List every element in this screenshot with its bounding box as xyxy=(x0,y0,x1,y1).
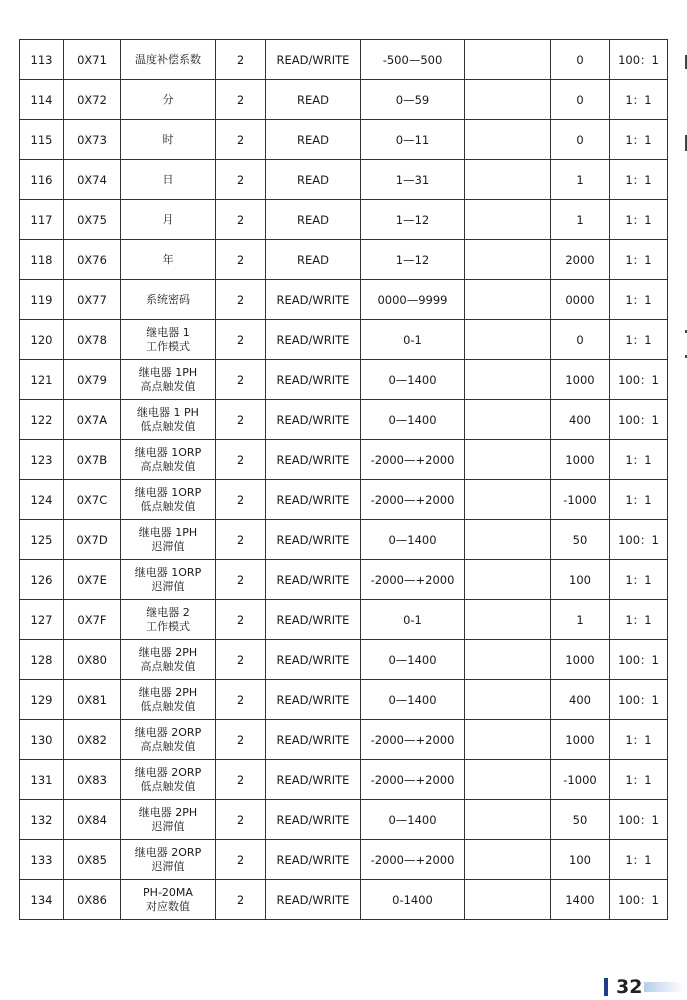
range-cell: -2000—+2000 xyxy=(361,480,465,520)
address-cell: 0X77 xyxy=(64,280,121,320)
range-cell: 0-1400 xyxy=(361,880,465,920)
length-cell: 2 xyxy=(216,160,266,200)
default-value-cell: 0 xyxy=(551,40,610,80)
access-cell: READ/WRITE xyxy=(266,640,361,680)
access-cell: READ/WRITE xyxy=(266,840,361,880)
address-cell: 0X7D xyxy=(64,520,121,560)
default-value-cell: 50 xyxy=(551,520,610,560)
address-cell: 0X84 xyxy=(64,800,121,840)
default-value-cell: 2000 xyxy=(551,240,610,280)
note-cell xyxy=(465,240,551,280)
range-cell: -500—500 xyxy=(361,40,465,80)
parameter-name-cell xyxy=(121,800,216,840)
address-cell: 0X78 xyxy=(64,320,121,360)
parameter-name-line: 年 xyxy=(162,252,174,266)
range-cell: 1—12 xyxy=(361,200,465,240)
parameter-name-line: 继电器 2 xyxy=(146,605,190,619)
ratio-cell: 1：1 xyxy=(610,160,668,200)
address-cell: 0X73 xyxy=(64,120,121,160)
default-value-cell: 0 xyxy=(551,320,610,360)
default-value-cell: 100 xyxy=(551,560,610,600)
length-cell: 2 xyxy=(216,640,266,680)
length-cell: 2 xyxy=(216,520,266,560)
parameter-name-line: 继电器 2PH xyxy=(138,805,198,819)
access-cell: READ/WRITE xyxy=(266,720,361,760)
table-row xyxy=(20,240,668,280)
row-number-cell: 124 xyxy=(20,480,64,520)
row-number-cell: 116 xyxy=(20,160,64,200)
parameter-name-cell xyxy=(121,600,216,640)
parameter-name-line: 继电器 2PH xyxy=(138,645,198,659)
table-row xyxy=(20,360,668,400)
note-cell xyxy=(465,40,551,80)
note-cell xyxy=(465,480,551,520)
ratio-cell: 100：1 xyxy=(610,640,668,680)
address-cell: 0X83 xyxy=(64,760,121,800)
ratio-cell: 1：1 xyxy=(610,320,668,360)
default-value-cell: 400 xyxy=(551,400,610,440)
parameter-name-line: 继电器 1ORP xyxy=(134,445,202,459)
ratio-cell: 1：1 xyxy=(610,480,668,520)
row-number-cell: 114 xyxy=(20,80,64,120)
address-cell: 0X72 xyxy=(64,80,121,120)
parameter-name-cell xyxy=(121,680,216,720)
parameter-name-cell xyxy=(121,320,216,360)
table-row xyxy=(20,40,668,80)
access-cell: READ xyxy=(266,120,361,160)
length-cell: 2 xyxy=(216,320,266,360)
default-value-cell: 1000 xyxy=(551,720,610,760)
row-number-cell: 125 xyxy=(20,520,64,560)
row-number-cell: 130 xyxy=(20,720,64,760)
note-cell xyxy=(465,320,551,360)
table-row xyxy=(20,480,668,520)
ratio-cell: 1：1 xyxy=(610,760,668,800)
register-table xyxy=(19,39,668,920)
address-cell: 0X85 xyxy=(64,840,121,880)
access-cell: READ/WRITE xyxy=(266,600,361,640)
parameter-name-cell xyxy=(121,480,216,520)
row-number-cell: 132 xyxy=(20,800,64,840)
page-marker-fade xyxy=(644,982,684,992)
parameter-name-line: 高点触发值 xyxy=(140,739,196,753)
table-row xyxy=(20,120,668,160)
length-cell: 2 xyxy=(216,680,266,720)
parameter-name-line: 低点触发值 xyxy=(140,419,196,433)
default-value-cell: 0000 xyxy=(551,280,610,320)
parameter-name-line: 系统密码 xyxy=(146,292,190,306)
parameter-name-line: 继电器 1PH xyxy=(138,365,198,379)
row-number-cell: 133 xyxy=(20,840,64,880)
row-number-cell: 127 xyxy=(20,600,64,640)
table-row xyxy=(20,600,668,640)
parameter-name-line: 高点触发值 xyxy=(140,659,196,673)
address-cell: 0X74 xyxy=(64,160,121,200)
note-cell xyxy=(465,680,551,720)
ratio-cell: 1：1 xyxy=(610,840,668,880)
row-number-cell: 131 xyxy=(20,760,64,800)
address-cell: 0X86 xyxy=(64,880,121,920)
row-number-cell: 128 xyxy=(20,640,64,680)
range-cell: 0—1400 xyxy=(361,640,465,680)
parameter-name-line: 低点触发值 xyxy=(140,699,196,713)
parameter-name-cell xyxy=(121,200,216,240)
table-row xyxy=(20,200,668,240)
address-cell: 0X75 xyxy=(64,200,121,240)
address-cell: 0X76 xyxy=(64,240,121,280)
default-value-cell: 1 xyxy=(551,200,610,240)
note-cell xyxy=(465,440,551,480)
default-value-cell: 1 xyxy=(551,600,610,640)
note-cell xyxy=(465,760,551,800)
default-value-cell: 50 xyxy=(551,800,610,840)
range-cell: -2000—+2000 xyxy=(361,760,465,800)
table-row xyxy=(20,760,668,800)
length-cell: 2 xyxy=(216,280,266,320)
note-cell xyxy=(465,720,551,760)
table-row xyxy=(20,880,668,920)
page-number xyxy=(604,976,684,998)
parameter-name-cell xyxy=(121,360,216,400)
access-cell: READ/WRITE xyxy=(266,760,361,800)
ratio-cell: 100：1 xyxy=(610,360,668,400)
table-row xyxy=(20,160,668,200)
access-cell: READ/WRITE xyxy=(266,280,361,320)
parameter-name-line: 高点触发值 xyxy=(140,459,196,473)
note-cell xyxy=(465,640,551,680)
note-cell xyxy=(465,160,551,200)
length-cell: 2 xyxy=(216,240,266,280)
parameter-name-line: 继电器 2PH xyxy=(138,685,198,699)
range-cell: -2000—+2000 xyxy=(361,440,465,480)
access-cell: READ/WRITE xyxy=(266,40,361,80)
access-cell: READ/WRITE xyxy=(266,440,361,480)
ratio-cell: 1：1 xyxy=(610,720,668,760)
table-row xyxy=(20,720,668,760)
address-cell: 0X82 xyxy=(64,720,121,760)
range-cell: 1—12 xyxy=(361,240,465,280)
range-cell: -2000—+2000 xyxy=(361,560,465,600)
range-cell: 0—1400 xyxy=(361,680,465,720)
address-cell: 0X7A xyxy=(64,400,121,440)
default-value-cell: -1000 xyxy=(551,760,610,800)
length-cell: 2 xyxy=(216,600,266,640)
address-cell: 0X7E xyxy=(64,560,121,600)
ratio-cell: 1：1 xyxy=(610,280,668,320)
parameter-name-cell xyxy=(121,280,216,320)
note-cell xyxy=(465,520,551,560)
ratio-cell: 100：1 xyxy=(610,680,668,720)
ratio-cell: 1：1 xyxy=(610,80,668,120)
table-row xyxy=(20,320,668,360)
length-cell: 2 xyxy=(216,440,266,480)
length-cell: 2 xyxy=(216,120,266,160)
range-cell: 0-1 xyxy=(361,600,465,640)
parameter-name-line: PH-20MA xyxy=(143,885,193,899)
table-row xyxy=(20,680,668,720)
length-cell: 2 xyxy=(216,720,266,760)
ratio-cell: 1：1 xyxy=(610,200,668,240)
note-cell xyxy=(465,80,551,120)
note-cell xyxy=(465,400,551,440)
parameter-name-line: 高点触发值 xyxy=(140,379,196,393)
parameter-name-line: 继电器 1PH xyxy=(138,525,198,539)
parameter-name-cell xyxy=(121,160,216,200)
range-cell: -2000—+2000 xyxy=(361,720,465,760)
parameter-name-line: 迟滞值 xyxy=(151,579,185,593)
address-cell: 0X80 xyxy=(64,640,121,680)
table-row xyxy=(20,520,668,560)
parameter-name-cell xyxy=(121,400,216,440)
note-cell xyxy=(465,880,551,920)
parameter-name-cell xyxy=(121,240,216,280)
range-cell: 0—1400 xyxy=(361,360,465,400)
parameter-name-line: 继电器 2ORP xyxy=(134,845,202,859)
parameter-name-line: 对应数值 xyxy=(146,899,190,913)
parameter-name-line: 继电器 2ORP xyxy=(134,725,202,739)
access-cell: READ/WRITE xyxy=(266,680,361,720)
parameter-name-line: 时 xyxy=(162,132,174,146)
row-number-cell: 120 xyxy=(20,320,64,360)
length-cell: 2 xyxy=(216,400,266,440)
row-number-cell: 115 xyxy=(20,120,64,160)
note-cell xyxy=(465,600,551,640)
length-cell: 2 xyxy=(216,880,266,920)
parameter-name-line: 继电器 1 PH xyxy=(137,405,199,419)
note-cell xyxy=(465,200,551,240)
parameter-name-line: 工作模式 xyxy=(146,619,190,633)
default-value-cell: 0 xyxy=(551,120,610,160)
parameter-name-line: 迟滞值 xyxy=(151,859,185,873)
access-cell: READ xyxy=(266,160,361,200)
row-number-cell: 122 xyxy=(20,400,64,440)
range-cell: 1—31 xyxy=(361,160,465,200)
access-cell: READ/WRITE xyxy=(266,560,361,600)
parameter-name-line: 温度补偿系数 xyxy=(135,52,201,66)
ratio-cell: 100：1 xyxy=(610,520,668,560)
length-cell: 2 xyxy=(216,360,266,400)
default-value-cell: 100 xyxy=(551,840,610,880)
parameter-name-cell xyxy=(121,40,216,80)
row-number-cell: 118 xyxy=(20,240,64,280)
range-cell: 0-1 xyxy=(361,320,465,360)
address-cell: 0X81 xyxy=(64,680,121,720)
parameter-name-cell xyxy=(121,80,216,120)
ratio-cell: 1：1 xyxy=(610,240,668,280)
range-cell: 0—1400 xyxy=(361,800,465,840)
note-cell xyxy=(465,560,551,600)
length-cell: 2 xyxy=(216,800,266,840)
access-cell: READ/WRITE xyxy=(266,520,361,560)
row-number-cell: 113 xyxy=(20,40,64,80)
range-cell: -2000—+2000 xyxy=(361,840,465,880)
table-row xyxy=(20,400,668,440)
length-cell: 2 xyxy=(216,80,266,120)
note-cell xyxy=(465,280,551,320)
access-cell: READ/WRITE xyxy=(266,400,361,440)
row-number-cell: 117 xyxy=(20,200,64,240)
default-value-cell: 1000 xyxy=(551,640,610,680)
ratio-cell: 100：1 xyxy=(610,400,668,440)
access-cell: READ xyxy=(266,80,361,120)
ratio-cell: 1：1 xyxy=(610,440,668,480)
ratio-cell: 1：1 xyxy=(610,600,668,640)
access-cell: READ/WRITE xyxy=(266,480,361,520)
length-cell: 2 xyxy=(216,840,266,880)
table-row xyxy=(20,280,668,320)
ratio-cell: 100：1 xyxy=(610,40,668,80)
range-cell: 0—11 xyxy=(361,120,465,160)
default-value-cell: 1 xyxy=(551,160,610,200)
address-cell: 0X71 xyxy=(64,40,121,80)
parameter-name-cell xyxy=(121,840,216,880)
range-cell: 0000—9999 xyxy=(361,280,465,320)
note-cell xyxy=(465,840,551,880)
table-row xyxy=(20,560,668,600)
row-number-cell: 121 xyxy=(20,360,64,400)
address-cell: 0X7F xyxy=(64,600,121,640)
parameter-name-line: 迟滞值 xyxy=(151,819,185,833)
access-cell: READ xyxy=(266,240,361,280)
parameter-name-line: 分 xyxy=(162,92,174,106)
default-value-cell: 1400 xyxy=(551,880,610,920)
row-number-cell: 129 xyxy=(20,680,64,720)
default-value-cell: 0 xyxy=(551,80,610,120)
range-cell: 0—1400 xyxy=(361,520,465,560)
default-value-cell: 1000 xyxy=(551,360,610,400)
access-cell: READ xyxy=(266,200,361,240)
length-cell: 2 xyxy=(216,760,266,800)
address-cell: 0X79 xyxy=(64,360,121,400)
table-row xyxy=(20,840,668,880)
parameter-name-cell xyxy=(121,760,216,800)
ratio-cell: 1：1 xyxy=(610,560,668,600)
table-row xyxy=(20,80,668,120)
access-cell: READ/WRITE xyxy=(266,880,361,920)
length-cell: 2 xyxy=(216,40,266,80)
default-value-cell: -1000 xyxy=(551,480,610,520)
note-cell xyxy=(465,120,551,160)
parameter-name-line: 继电器 1ORP xyxy=(134,565,202,579)
access-cell: READ/WRITE xyxy=(266,360,361,400)
note-cell xyxy=(465,360,551,400)
range-cell: 0—1400 xyxy=(361,400,465,440)
parameter-name-line: 继电器 2ORP xyxy=(134,765,202,779)
note-cell xyxy=(465,800,551,840)
length-cell: 2 xyxy=(216,200,266,240)
length-cell: 2 xyxy=(216,480,266,520)
ratio-cell: 1：1 xyxy=(610,120,668,160)
length-cell: 2 xyxy=(216,560,266,600)
parameter-name-cell xyxy=(121,880,216,920)
access-cell: READ/WRITE xyxy=(266,800,361,840)
ratio-cell: 100：1 xyxy=(610,800,668,840)
page-marker-bar xyxy=(604,978,608,996)
parameter-name-line: 低点触发值 xyxy=(140,779,196,793)
table-row xyxy=(20,640,668,680)
ratio-cell: 100：1 xyxy=(610,880,668,920)
range-cell: 0—59 xyxy=(361,80,465,120)
row-number-cell: 134 xyxy=(20,880,64,920)
parameter-name-cell xyxy=(121,560,216,600)
parameter-name-cell xyxy=(121,520,216,560)
parameter-name-line: 继电器 1ORP xyxy=(134,485,202,499)
parameter-name-cell xyxy=(121,440,216,480)
address-cell: 0X7B xyxy=(64,440,121,480)
table-body xyxy=(20,40,668,920)
row-number-cell: 123 xyxy=(20,440,64,480)
parameter-name-cell xyxy=(121,640,216,680)
default-value-cell: 400 xyxy=(551,680,610,720)
parameter-name-cell xyxy=(121,720,216,760)
parameter-name-line: 工作模式 xyxy=(146,339,190,353)
parameter-name-line: 低点触发值 xyxy=(140,499,196,513)
parameter-name-line: 月 xyxy=(162,212,174,226)
access-cell: READ/WRITE xyxy=(266,320,361,360)
table-row xyxy=(20,800,668,840)
row-number-cell: 126 xyxy=(20,560,64,600)
parameter-name-line: 日 xyxy=(162,172,174,186)
parameter-name-cell xyxy=(121,120,216,160)
page-number-text: 32 xyxy=(616,976,643,998)
row-number-cell: 119 xyxy=(20,280,64,320)
default-value-cell: 1000 xyxy=(551,440,610,480)
address-cell: 0X7C xyxy=(64,480,121,520)
table-row xyxy=(20,440,668,480)
parameter-name-line: 迟滞值 xyxy=(151,539,185,553)
parameter-name-line: 继电器 1 xyxy=(146,325,190,339)
